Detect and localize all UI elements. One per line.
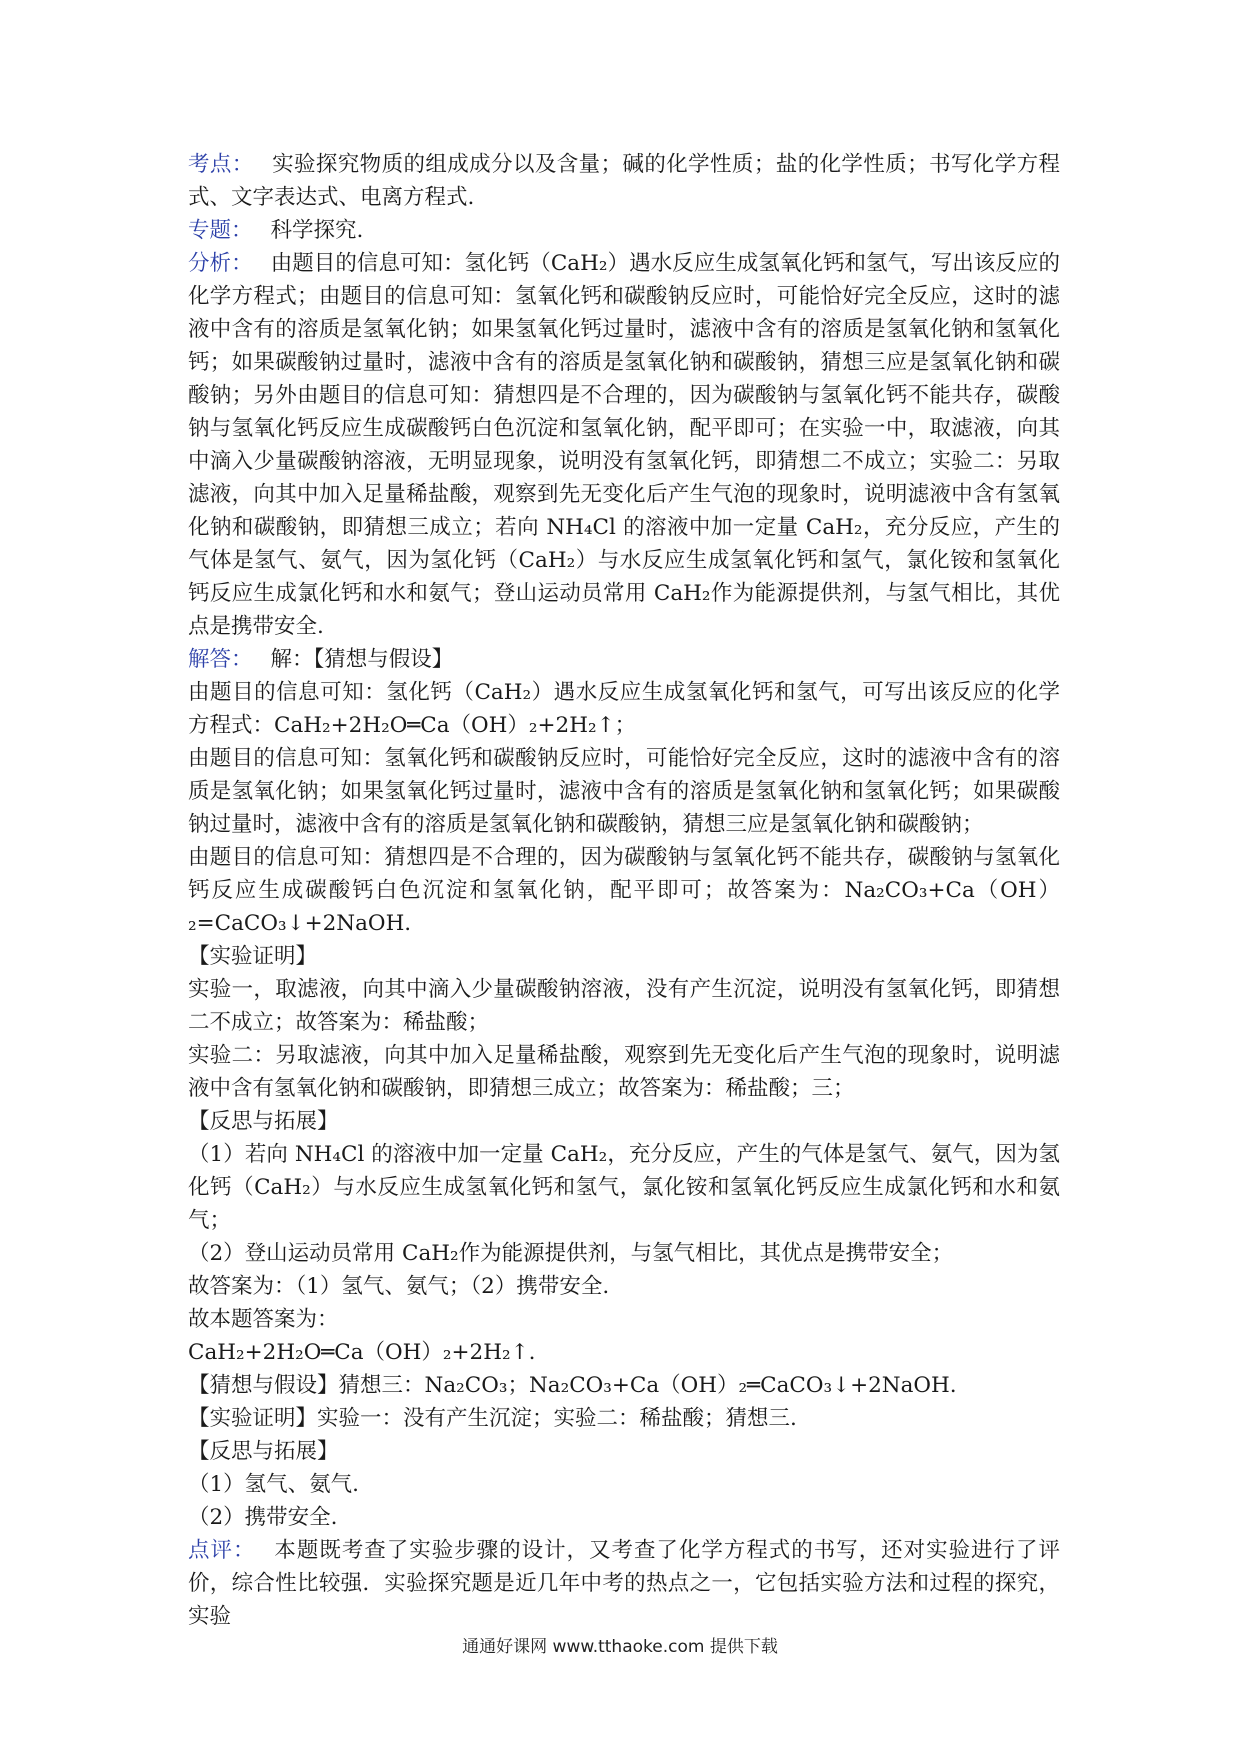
fenxi-label: 分析： bbox=[188, 251, 253, 276]
body-line: （1）若向 NH₄Cl 的溶液中加一定量 CaH₂，充分反应，产生的气体是氢气、氨气，因为氢化钙（CaH₂）与水反应生成氢氧化钙和氢气，氯化铵和氢氧化钙反应生成氯化钙和水和氨气； bbox=[188, 1142, 1060, 1233]
kaodian-paragraph bbox=[188, 148, 1060, 214]
dianping-text: 本题既考查了实验步骤的设计，又考查了化学方程式的书写，还对实验进行了评价，综合性比较强．实验探究题是近几年中考的热点之一，它包括实验方法和过程的探究，实验 bbox=[188, 1538, 1060, 1629]
body-line: 实验二：另取滤液，向其中加入足量稀盐酸，观察到先无变化后产生气泡的现象时，说明滤液中含有氢氧化钠和碳酸钠，即猜想三成立；故答案为：稀盐酸；三； bbox=[188, 1043, 1060, 1101]
document-page bbox=[188, 148, 1060, 1633]
body-line: 由题目的信息可知：氢氧化钙和碳酸钠反应时，可能恰好完全反应，这时的滤液中含有的溶质是氢氧化钠；如果氢氧化钙过量时，滤液中含有的溶质是氢氧化钠和氢氧化钙；如果碳酸钠过量时，滤液中含有的溶质是氢氧化钠和碳酸钠，猜想三应是氢氧化钠和碳酸钠； bbox=[188, 746, 1060, 837]
zhuanti-text: 科学探究. bbox=[270, 218, 364, 243]
kaodian-text: 实验探究物质的组成成分以及含量；碱的化学性质；盐的化学性质；书写化学方程式、文字表达式、电离方程式. bbox=[188, 152, 1060, 210]
body-line: 【实验证明】实验一：没有产生沉淀；实验二：稀盐酸；猜想三. bbox=[188, 1406, 797, 1431]
dianping-label: 点评： bbox=[188, 1538, 256, 1563]
body-line: 故答案为：（1）氢气、氨气；（2）携带安全. bbox=[188, 1274, 610, 1299]
footer-text: 通通好课网 www.tthaoke.com 提供下载 bbox=[462, 1637, 778, 1657]
body-line: 【实验证明】 bbox=[188, 944, 318, 969]
body-line: 故本题答案为： bbox=[188, 1307, 339, 1332]
zhuanti-paragraph bbox=[188, 214, 1060, 247]
body-line: 由题目的信息可知：猜想四是不合理的，因为碳酸钠与氢氧化钙不能共存，碳酸钠与氢氧化钙反应生成碳酸钙白色沉淀和氢氧化钠，配平即可；故答案为：Na₂CO₃+Ca（OH）₂=CaCO₃↓+2NaOH. bbox=[188, 845, 1060, 936]
dianping-paragraph bbox=[188, 1534, 1060, 1633]
body-line: 【猜想与假设】猜想三：Na₂CO₃；Na₂CO₃+Ca（OH）₂═CaCO₃↓+2NaOH. bbox=[188, 1373, 957, 1398]
body-line: 【反思与拓展】 bbox=[188, 1439, 339, 1464]
jieda-label: 解答： bbox=[188, 647, 253, 672]
jieda-paragraph bbox=[188, 643, 1060, 676]
zhuanti-label: 专题： bbox=[188, 218, 253, 243]
body-line: CaH₂+2H₂O═Ca（OH）₂+2H₂↑. bbox=[188, 1340, 536, 1365]
body-line: 由题目的信息可知：氢化钙（CaH₂）遇水反应生成氢氧化钙和氢气，可写出该反应的化学方程式：CaH₂+2H₂O═Ca（OH）₂+2H₂↑； bbox=[188, 680, 1060, 738]
body-line: 实验一，取滤液，向其中滴入少量碳酸钠溶液，没有产生沉淀，说明没有氢氧化钙，即猜想二不成立；故答案为：稀盐酸； bbox=[188, 977, 1060, 1035]
fenxi-text: 由题目的信息可知：氢化钙（CaH₂）遇水反应生成氢氧化钙和氢气，写出该反应的化学方程式；由题目的信息可知：氢氧化钙和碳酸钠反应时，可能恰好完全反应，这时的滤液中含有的溶质是氢氧化钠；如果氢氧化钙过量时，滤液中含有的溶质是氢氧化钠和氢氧化钙；如果碳酸钠过量时，滤液中含有的溶质是氢氧化钠和碳酸钠，猜想三应是氢氧化钠和碳酸钠；另外由题目的信息可知：猜想四是不合理的，因为碳酸钠与氢氧化钙不能共存，碳酸钠与氢氧化钙反应生成碳酸钙白色沉淀和氢氧化钠，配平即可；在实验一中，取滤液，向其中滴入少量碳酸钠溶液，无明显现象，说明没有氢氧化钙，即猜想二不成立；实验二：另取滤液，向其中加入足量稀盐酸，观察到先无变化后产生气泡的现象时，说明滤液中含有氢氧化钠和碳酸钠，即猜想三成立；若向 NH₄Cl 的溶液中加一定量 CaH₂，充分反应，产生的气体是氢气、氨气，因为氢化钙（CaH₂）与水反应生成氢氧化钙和氢气，氯化铵和氢氧化钙反应生成氯化钙和水和氨气；登山运动员常用 CaH₂作为能源提供剂，与氢气相比，其优点是携带安全. bbox=[188, 251, 1060, 639]
jieda-text: 解：【猜想与假设】 bbox=[270, 647, 454, 672]
body-line: 【反思与拓展】 bbox=[188, 1109, 339, 1134]
body-line: （2）携带安全. bbox=[188, 1505, 338, 1530]
body-line: （2）登山运动员常用 CaH₂作为能源提供剂，与氢气相比，其优点是携带安全； bbox=[188, 1241, 954, 1266]
fenxi-paragraph bbox=[188, 247, 1060, 643]
body-line: （1）氢气、氨气. bbox=[188, 1472, 360, 1497]
kaodian-label: 考点： bbox=[188, 152, 254, 177]
